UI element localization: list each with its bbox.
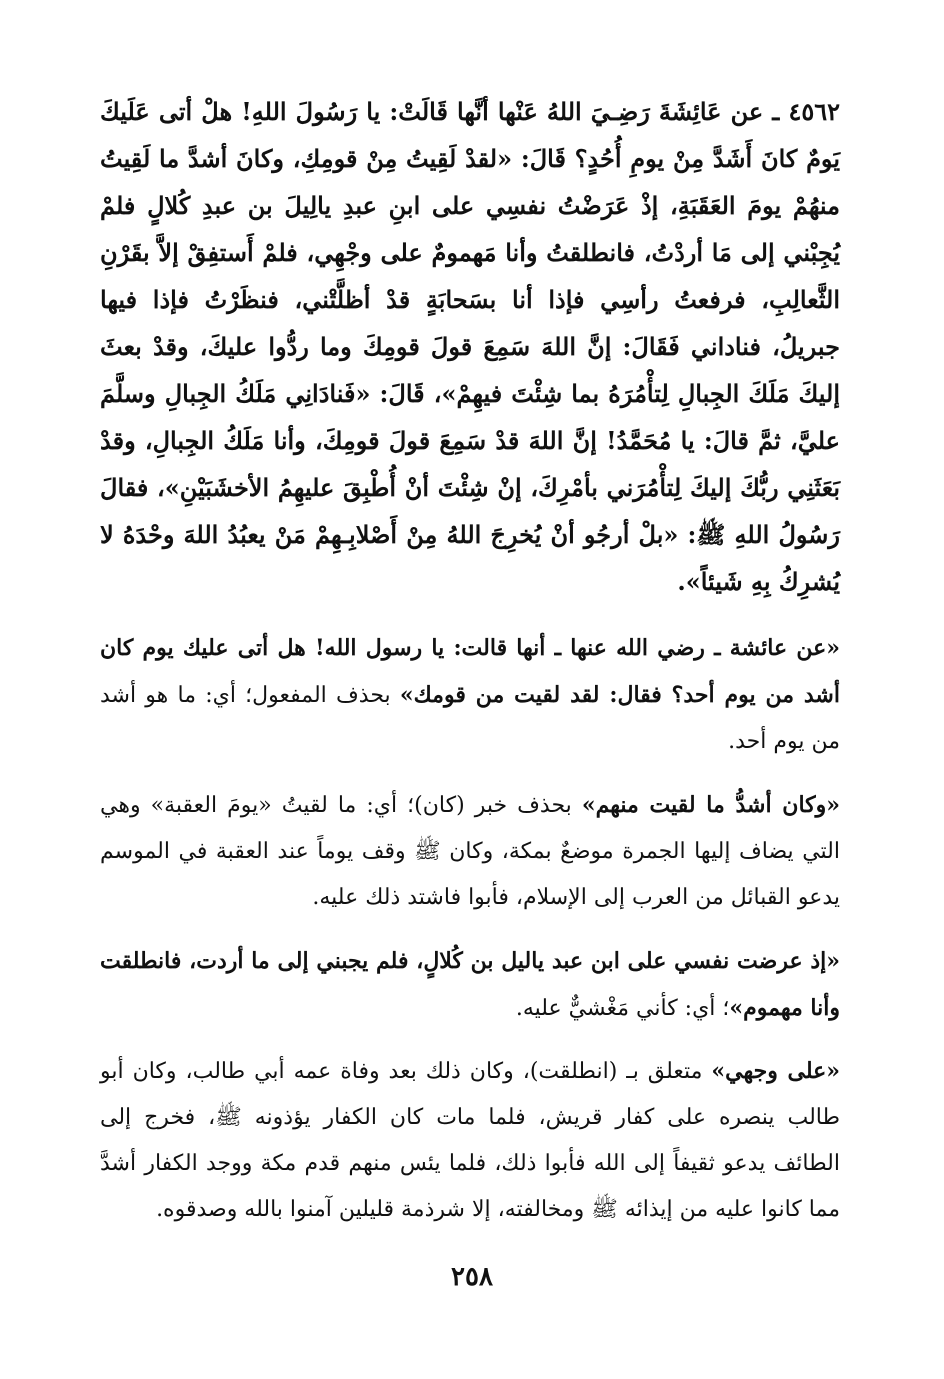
- commentary-quote: «وكان أشدُّ ما لقيت منهم»: [581, 792, 841, 818]
- commentary-quote: «عن عائشة ـ رضي الله عنها ـ أنها قالت: يا رسول الله! هل أتى عليك يوم كان أشد من يوم أحد؟ فقال: لقد لقيت من قومك»: [100, 635, 840, 708]
- commentary-explanation: ؛ أي: كأني مَغْشيٌّ عليه.: [515, 996, 730, 1021]
- page-number: ٢٥٨: [451, 1262, 493, 1292]
- commentary-explanation: بحذف المفعول؛ أي: ما هو أشد من يوم أحد.: [100, 683, 840, 754]
- commentary-explanation: بحذف خبر (كان)؛ أي: ما لقيتُ «يومَ العقبة» وهي التي يضاف إليها الجمرة موضعٌ بمكة، وكان ﷺ وقف يوماً عند العقبة في الموسم يدعو القبائل من العرب إلى الإسلام، فأبوا فاشتد ذلك عليه.: [100, 793, 840, 910]
- commentary-paragraph: [100, 782, 840, 921]
- commentary-paragraph: [100, 625, 840, 765]
- commentary-paragraph: [100, 1048, 840, 1233]
- commentary-explanation: متعلق بـ (انطلقت)، وكان ذلك بعد وفاة عمه أبي طالب، وكان أبو طالب ينصره على كفار قريش، فلما مات كان الكفار يؤذونه ﷺ، فخرج إلى الطائف يدعو ثقيفاً إلى الله فأبوا ذلك، فلما يئس منهم قدم مكة ووجد الكفار أشدَّ مما كانوا عليه من إيذائه ﷺ ومخالفته، إلا شرذمة قليلين آمنوا بالله وصدقوه.: [100, 1059, 840, 1222]
- hadith-text: ٤٥٦٢ ـ عن عَائِشَةَ رَضِـيَ اللهُ عَنْها أنَّها قَالَتْ: يا رَسُولَ اللهِ! هلْ أتى عَلَيكَ يَومٌ كانَ أَشَدَّ مِنْ يومِ أُحُدٍ؟ قَالَ: «لقدْ لَقِيتُ مِنْ قومِكِ، وكانَ أشدَّ ما لَقِيتُ منهُمْ يومَ العَقَبَةِ، إذْ عَرَضْتُ نفسِي على ابنِ عبدِ يالِيلَ بن عبدِ كُلالٍ فلمْ يُجِبْني إلى مَا أردْتُ، فانطلقتُ وأنا مَهمومٌ على وجْهِي، فلمْ أَستفِقْ إلاَّ بقَرْنِ الثَّعالِبِ، فرفعتُ رأسِي فإذا أنا بسَحابَةٍ قدْ أظلَّتْني، فنظَرْتُ فإذا فيها جبريلُ، فناداني فَقَالَ: إنَّ اللهَ سَمِعَ قولَ قومِكَ وما ردُّوا عليكَ، وقدْ بعثَ إليكَ مَلَكَ الجِبالِ لِتأْمُرَهُ بما شِئْتَ فيهِمْ»، قَالَ: «فَنادَانِي مَلَكُ الجِبالِ وسلَّمَ عليَّ، ثمَّ قالَ: يا مُحَمَّدُ! إنَّ اللهَ قدْ سَمِعَ قولَ قومِكَ، وأنا مَلَكُ الجِبالِ، وقدْ بَعَثَنِي ربُّكَ إليكَ لِتأْمُرَني بأمْرِكَ، إنْ شِئْتَ أنْ أُطْبِقَ عليهِمُ الأخشَبَيْنِ»، فقالَ رَسُولُ اللهِ ﷺ: «بلْ أرجُو أنْ يُخرِجَ اللهُ مِنْ أَصْلابِـهِمْ مَنْ يعبُدُ اللهَ وحْدَهُ لا يُشرِكُ بِهِ شَيئاً».: [100, 97, 840, 596]
- commentary-paragraph: [100, 938, 840, 1032]
- commentary-quote: «على وجهي»: [711, 1058, 841, 1084]
- commentary-quote: «إذ عرضت نفسي على ابن عبد ياليل بن كُلالٍ، فلم يجبني إلى ما أردت، فانطلقت وأنا مهموم»: [100, 948, 840, 1021]
